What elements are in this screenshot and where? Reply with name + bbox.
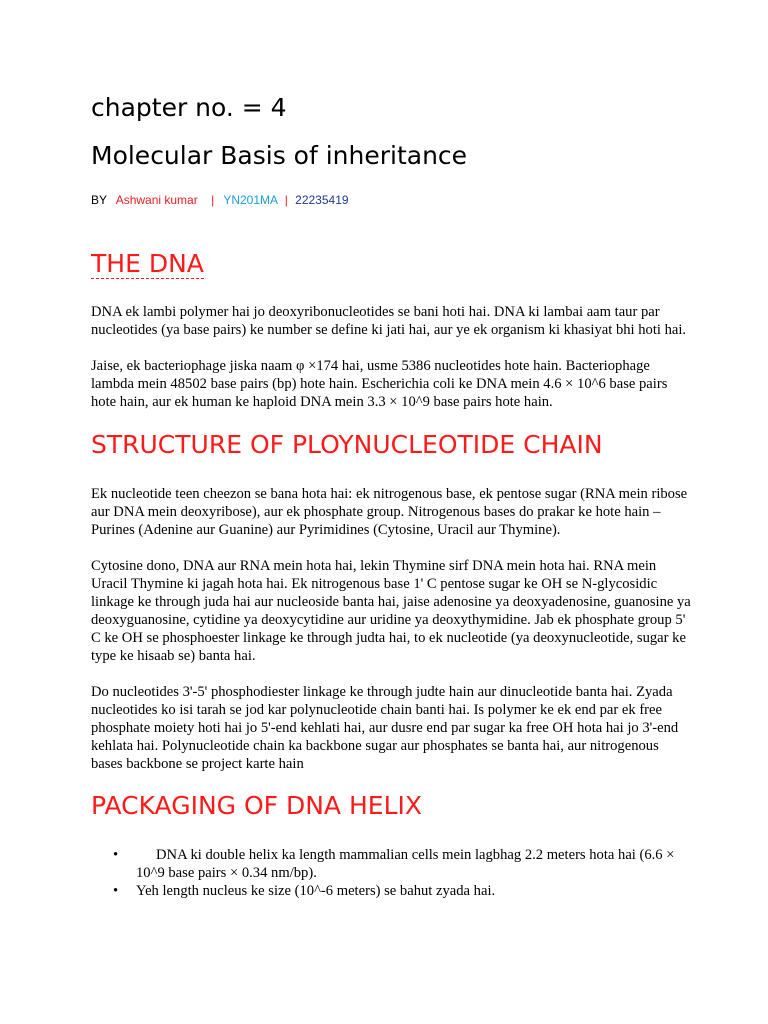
structure-paragraph-2: Cytosine dono, DNA aur RNA mein hota hai, lekin Thymine sirf DNA mein hota hai. RNA mein Uracil Thymine ki jagah hota hai. Ek nitrogenous base 1' C pentose sugar ke OH se N-glycosidic linkage ke through juda hai aur nucleoside banta hai, jaise adenosine ya deoxyadenosine, guanosine ya deoxyguanosine, cytidine ya deoxycytidine aur uridine ya deoxythymidine. Jab ek phosphate group 5' C ke OH se phosphoester linkage ke through judta hai, to ek nucleotide (ya deoxynucleotide, sugar ke type ke hisaab se) banta hai. — [91, 558, 691, 664]
document-content — [91, 92, 691, 900]
byline-separator: | — [211, 193, 215, 207]
author-name: Ashwani kumar — [115, 193, 198, 207]
dna-paragraph-2: Jaise, ek bacteriophage jiska naam φ ×174 hai, usme 5386 nucleotides hote hain. Bacteriophage lambda mein 48502 base pairs (bp) hote hain. Escherichia coli ke DNA mein 4.6 × 10^6 base pairs hote hain, aur ek human ke haploid DNA mein 3.3 × 10^9 base pairs hote hain. — [91, 358, 668, 410]
list-item — [91, 846, 691, 882]
byline-separator: | — [284, 193, 288, 207]
bullet-icon: • — [113, 883, 119, 899]
section-heading-dna: THE DNA — [91, 249, 204, 278]
byline-by: BY — [91, 193, 108, 207]
structure-paragraph-3: Do nucleotides 3'-5' phosphodiester linkage ke through judte hain aur dinucleotide banta hai. Zyada nucleotides ko isi tarah se jod kar polynucleotide chain banti hai. Is polymer ke ek end par ek free phosphate moiety hoti hai jo 5'-end kehlati hai, aur dusre end par sugar ka free OH hota hai jo 3'-end kehlata hai. Polynucleotide chain ka backbone sugar aur phosphates se banta hai, aur nitrogenous bases backbone se project karte hain — [91, 684, 679, 772]
section-heading-structure: STRUCTURE OF PLOYNUCLEOTIDE CHAIN — [91, 430, 603, 459]
packaging-bullet-2: Yeh length nucleus ke size (10^-6 meters) se bahut zyada hai. — [136, 883, 496, 899]
chapter-title: chapter no. = 4 — [91, 93, 287, 122]
section-heading-packaging: PACKAGING OF DNA HELIX — [91, 791, 423, 820]
list-item — [91, 882, 691, 900]
structure-paragraph-1: Ek nucleotide teen cheezon se bana hota hai: ek nitrogenous base, ek pentose sugar (RNA mein ribose aur DNA mein deoxyribose), aur ek phosphate group. Nitrogenous bases do prakar ke hote hain – Purines (Adenine aur Guanine) aur Pyrimidines (Cytosine, Uracil aur Thymine). — [91, 486, 688, 538]
author-number: 22235419 — [295, 193, 349, 207]
author-code: YN201MA — [223, 193, 278, 207]
author-byline — [91, 192, 691, 208]
packaging-bullet-list — [91, 846, 691, 900]
bullet-icon: • — [113, 847, 119, 863]
document-subtitle: Molecular Basis of inheritance — [91, 141, 468, 170]
dna-paragraph-1: DNA ek lambi polymer hai jo deoxyribonucleotides se bani hoti hai. DNA ki lambai aam taur par nucleotides (ya base pairs) ke number se define ki jati hai, aur ye ek organism ki khasiyat bhi hoti hai. — [91, 304, 687, 338]
packaging-bullet-1: DNA ki double helix ka length mammalian cells mein lagbhag 2.2 meters hota hai (6.6 × 10^9 base pairs × 0.34 nm/bp). — [136, 847, 675, 881]
